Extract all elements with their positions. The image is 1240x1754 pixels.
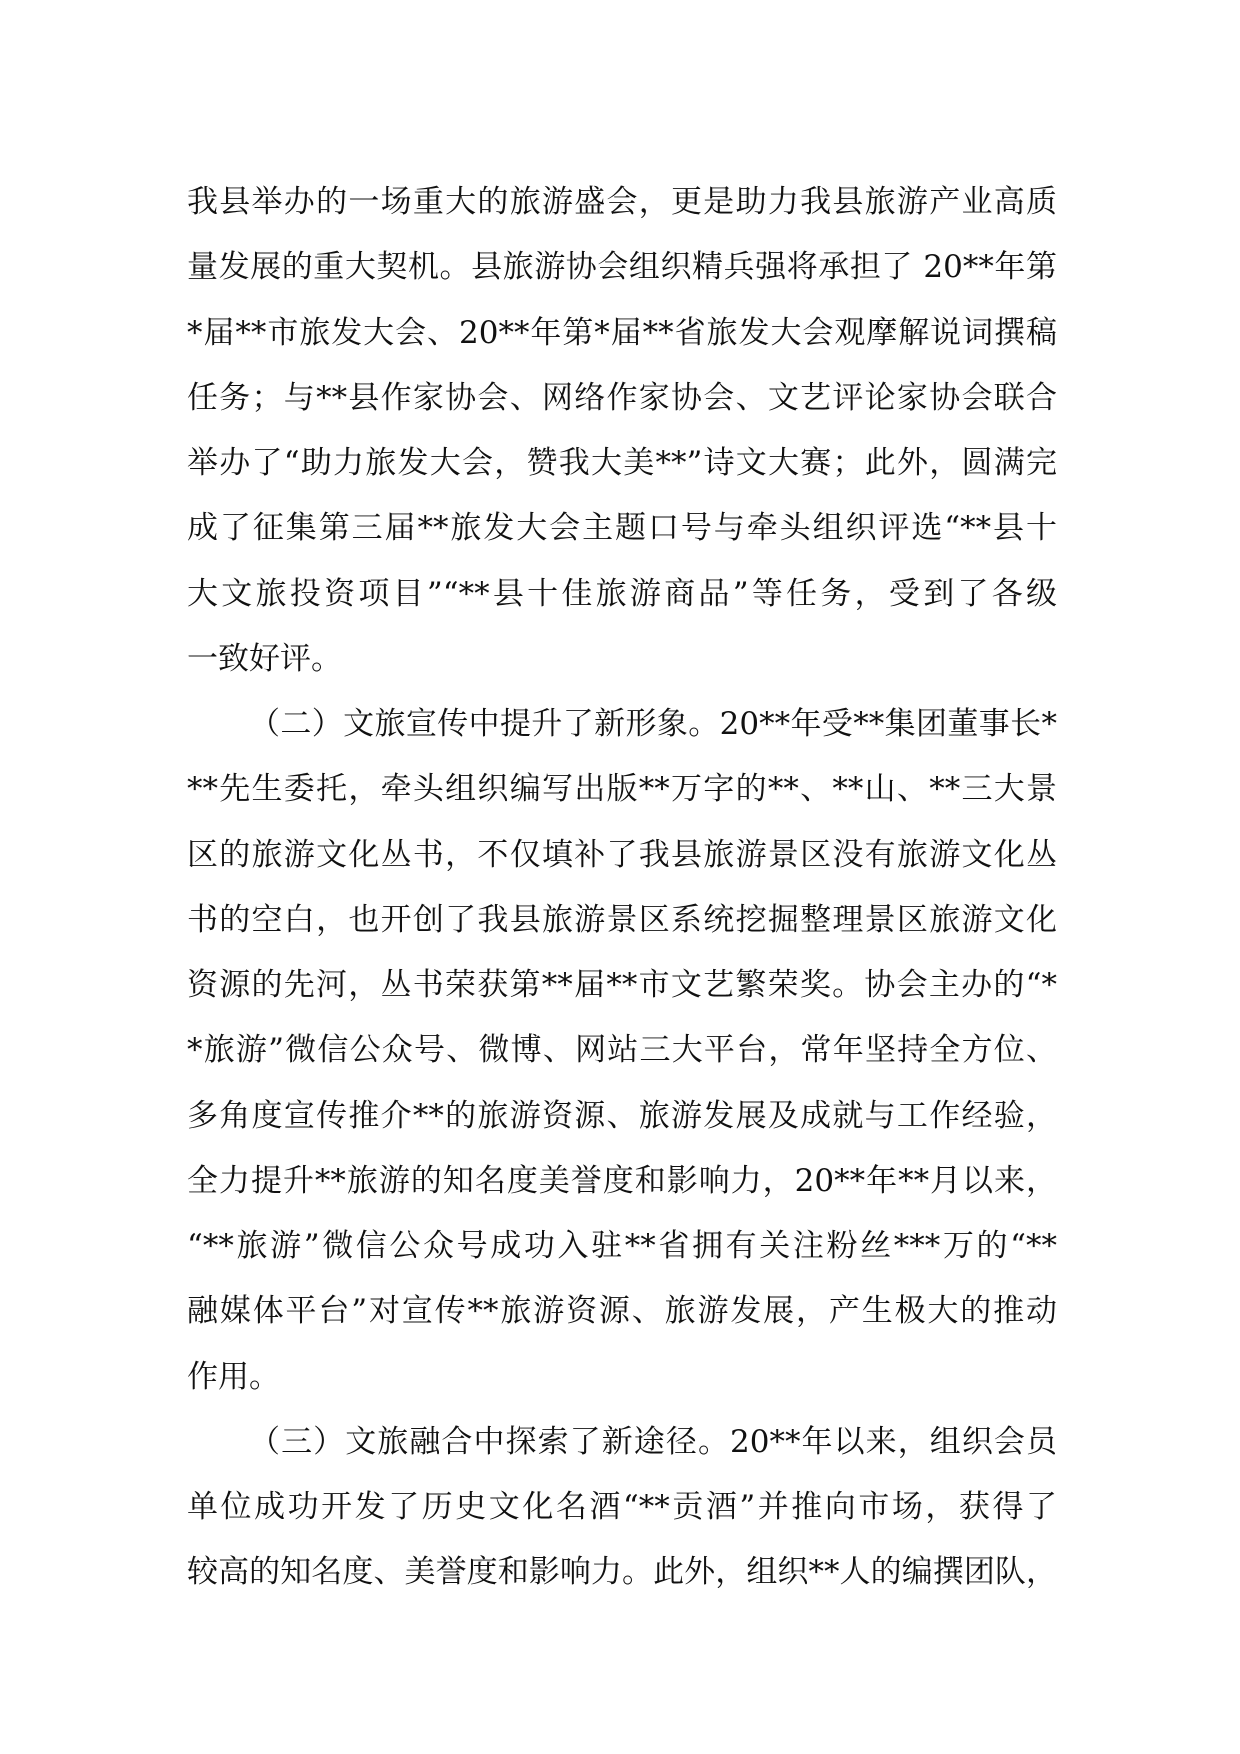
- text-line: 资源的先河，丛书荣获第**届**市文艺繁荣奖。协会主办的“*: [187, 967, 1057, 1003]
- text-line: 全力提升**旅游的知名度美誉度和影响力，20**年**月以来，: [187, 1162, 1057, 1199]
- text-line: 任务；与**县作家协会、网络作家协会、文艺评论家协会联合: [187, 379, 1057, 416]
- text-line: 我县举办的一场重大的旅游盛会，更是助力我县旅游产业高质: [187, 184, 1057, 220]
- text-line: 书的空白，也开创了我县旅游景区系统挖掘整理景区旅游文化: [187, 901, 1057, 938]
- text-line: *届**市旅发大会、20**年第*届**省旅发大会观摩解说词撰稿: [187, 314, 1057, 351]
- text-line: **先生委托，牵头组织编写出版**万字的**、**山、**三大景: [187, 771, 1057, 808]
- text-line: “**旅游”微信公众号成功入驻**省拥有关注粉丝***万的“**: [187, 1228, 1057, 1264]
- text-line: 一致好评。: [187, 640, 342, 677]
- paragraph-first-line: （三）文旅融合中探索了新途径。20**年以来，组织会员: [249, 1423, 1057, 1460]
- text-line: 融媒体平台”对宣传**旅游资源、旅游发展，产生极大的推动: [187, 1293, 1057, 1330]
- text-line: 作用。: [187, 1358, 280, 1395]
- text-line: 多角度宣传推介**的旅游资源、旅游发展及成就与工作经验，: [187, 1097, 1057, 1134]
- text-line: 量发展的重大契机。县旅游协会组织精兵强将承担了 20**年第: [187, 249, 1057, 286]
- text-line: 成了征集第三届**旅发大会主题口号与牵头组织评选“**县十: [187, 510, 1057, 547]
- document-body: [187, 170, 1057, 1606]
- text-line: 单位成功开发了历史文化名酒“**贡酒”并推向市场，获得了: [187, 1489, 1057, 1525]
- text-line: 大文旅投资项目”“**县十佳旅游商品”等任务，受到了各级: [187, 575, 1057, 612]
- paragraph-first-line: （二）文旅宣传中提升了新形象。20**年受**集团董事长*: [249, 706, 1057, 742]
- text-line: 举办了“助力旅发大会，赞我大美**”诗文大赛；此外，圆满完: [187, 445, 1057, 481]
- text-line: *旅游”微信公众号、微博、网站三大平台，常年坚持全方位、: [187, 1032, 1057, 1069]
- text-line: 区的旅游文化丛书，不仅填补了我县旅游景区没有旅游文化丛: [187, 836, 1057, 873]
- text-line: 较高的知名度、美誉度和影响力。此外，组织**人的编撰团队，: [187, 1554, 1057, 1591]
